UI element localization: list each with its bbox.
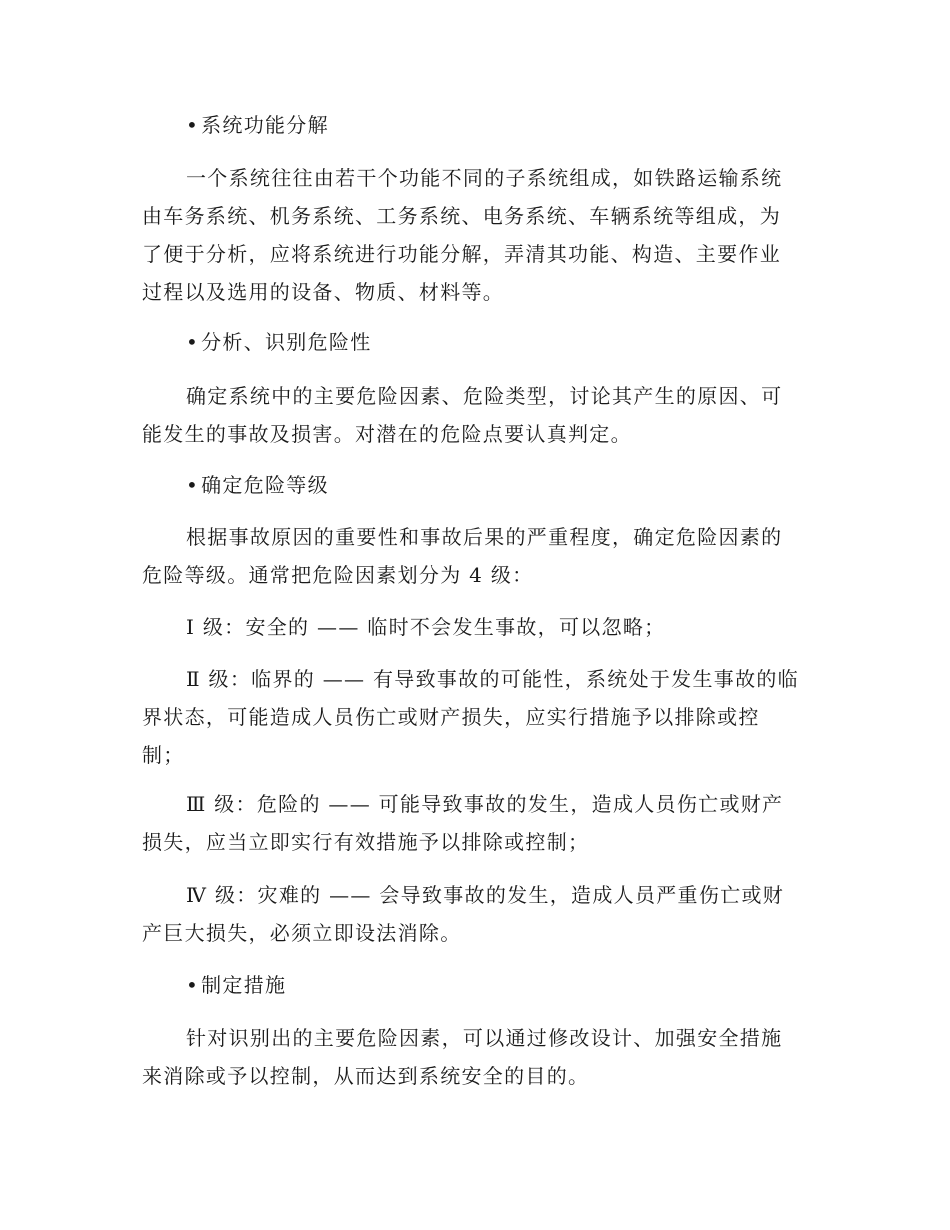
paragraph: 一个系统往往由若干个功能不同的子系统组成，如铁路运输系统由车务系统、机务系统、工务系统、电务系统、车辆系统等组成，为了便于分析，应将系统进行功能分解，弄清其功能、构造、主要作业过程以及选用的设备、物质、材料等。 bbox=[142, 166, 783, 304]
section-heading bbox=[186, 323, 786, 361]
bullet-icon: • bbox=[186, 113, 200, 137]
section-heading bbox=[186, 966, 786, 1004]
bullet-icon: • bbox=[186, 473, 200, 497]
section-heading bbox=[186, 106, 786, 144]
paragraph: 根据事故原因的重要性和事故后果的严重程度，确定危险因素的危险等级。通常把危险因素划分为 4 级： bbox=[142, 525, 783, 587]
heading-text: 分析、识别危险性 bbox=[201, 330, 372, 354]
heading-text: 确定危险等级 bbox=[201, 473, 329, 497]
section-heading bbox=[186, 466, 786, 504]
level-item: Ⅲ 级：危险的 —— 可能导致事故的发生，造成人员伤亡或财产损失，应当立即实行有效措施予以排除或控制； bbox=[142, 792, 784, 854]
level-item: Ⅳ 级：灾难的 —— 会导致事故的发生，造成人员严重伤亡或财产巨大损失，必须立即设法消除。 bbox=[142, 883, 785, 945]
bullet-icon: • bbox=[186, 330, 200, 354]
heading-text: 系统功能分解 bbox=[201, 113, 329, 137]
paragraph: 确定系统中的主要危险因素、危险类型，讨论其产生的原因、可能发生的事故及损害。对潜在的危险点要认真判定。 bbox=[142, 384, 783, 446]
bullet-icon: • bbox=[186, 973, 200, 997]
heading-text: 制定措施 bbox=[201, 973, 287, 997]
level-item: Ⅱ 级：临界的 —— 有导致事故的可能性，系统处于发生事故的临界状态，可能造成人员伤亡或财产损失，应实行措施予以排除或控制； bbox=[142, 667, 799, 767]
paragraph: 针对识别出的主要危险因素，可以通过修改设计、加强安全措施来消除或予以控制，从而达到系统安全的目的。 bbox=[142, 1026, 783, 1088]
level-item: Ⅰ 级：安全的 —— 临时不会发生事故，可以忽略； bbox=[186, 615, 666, 639]
